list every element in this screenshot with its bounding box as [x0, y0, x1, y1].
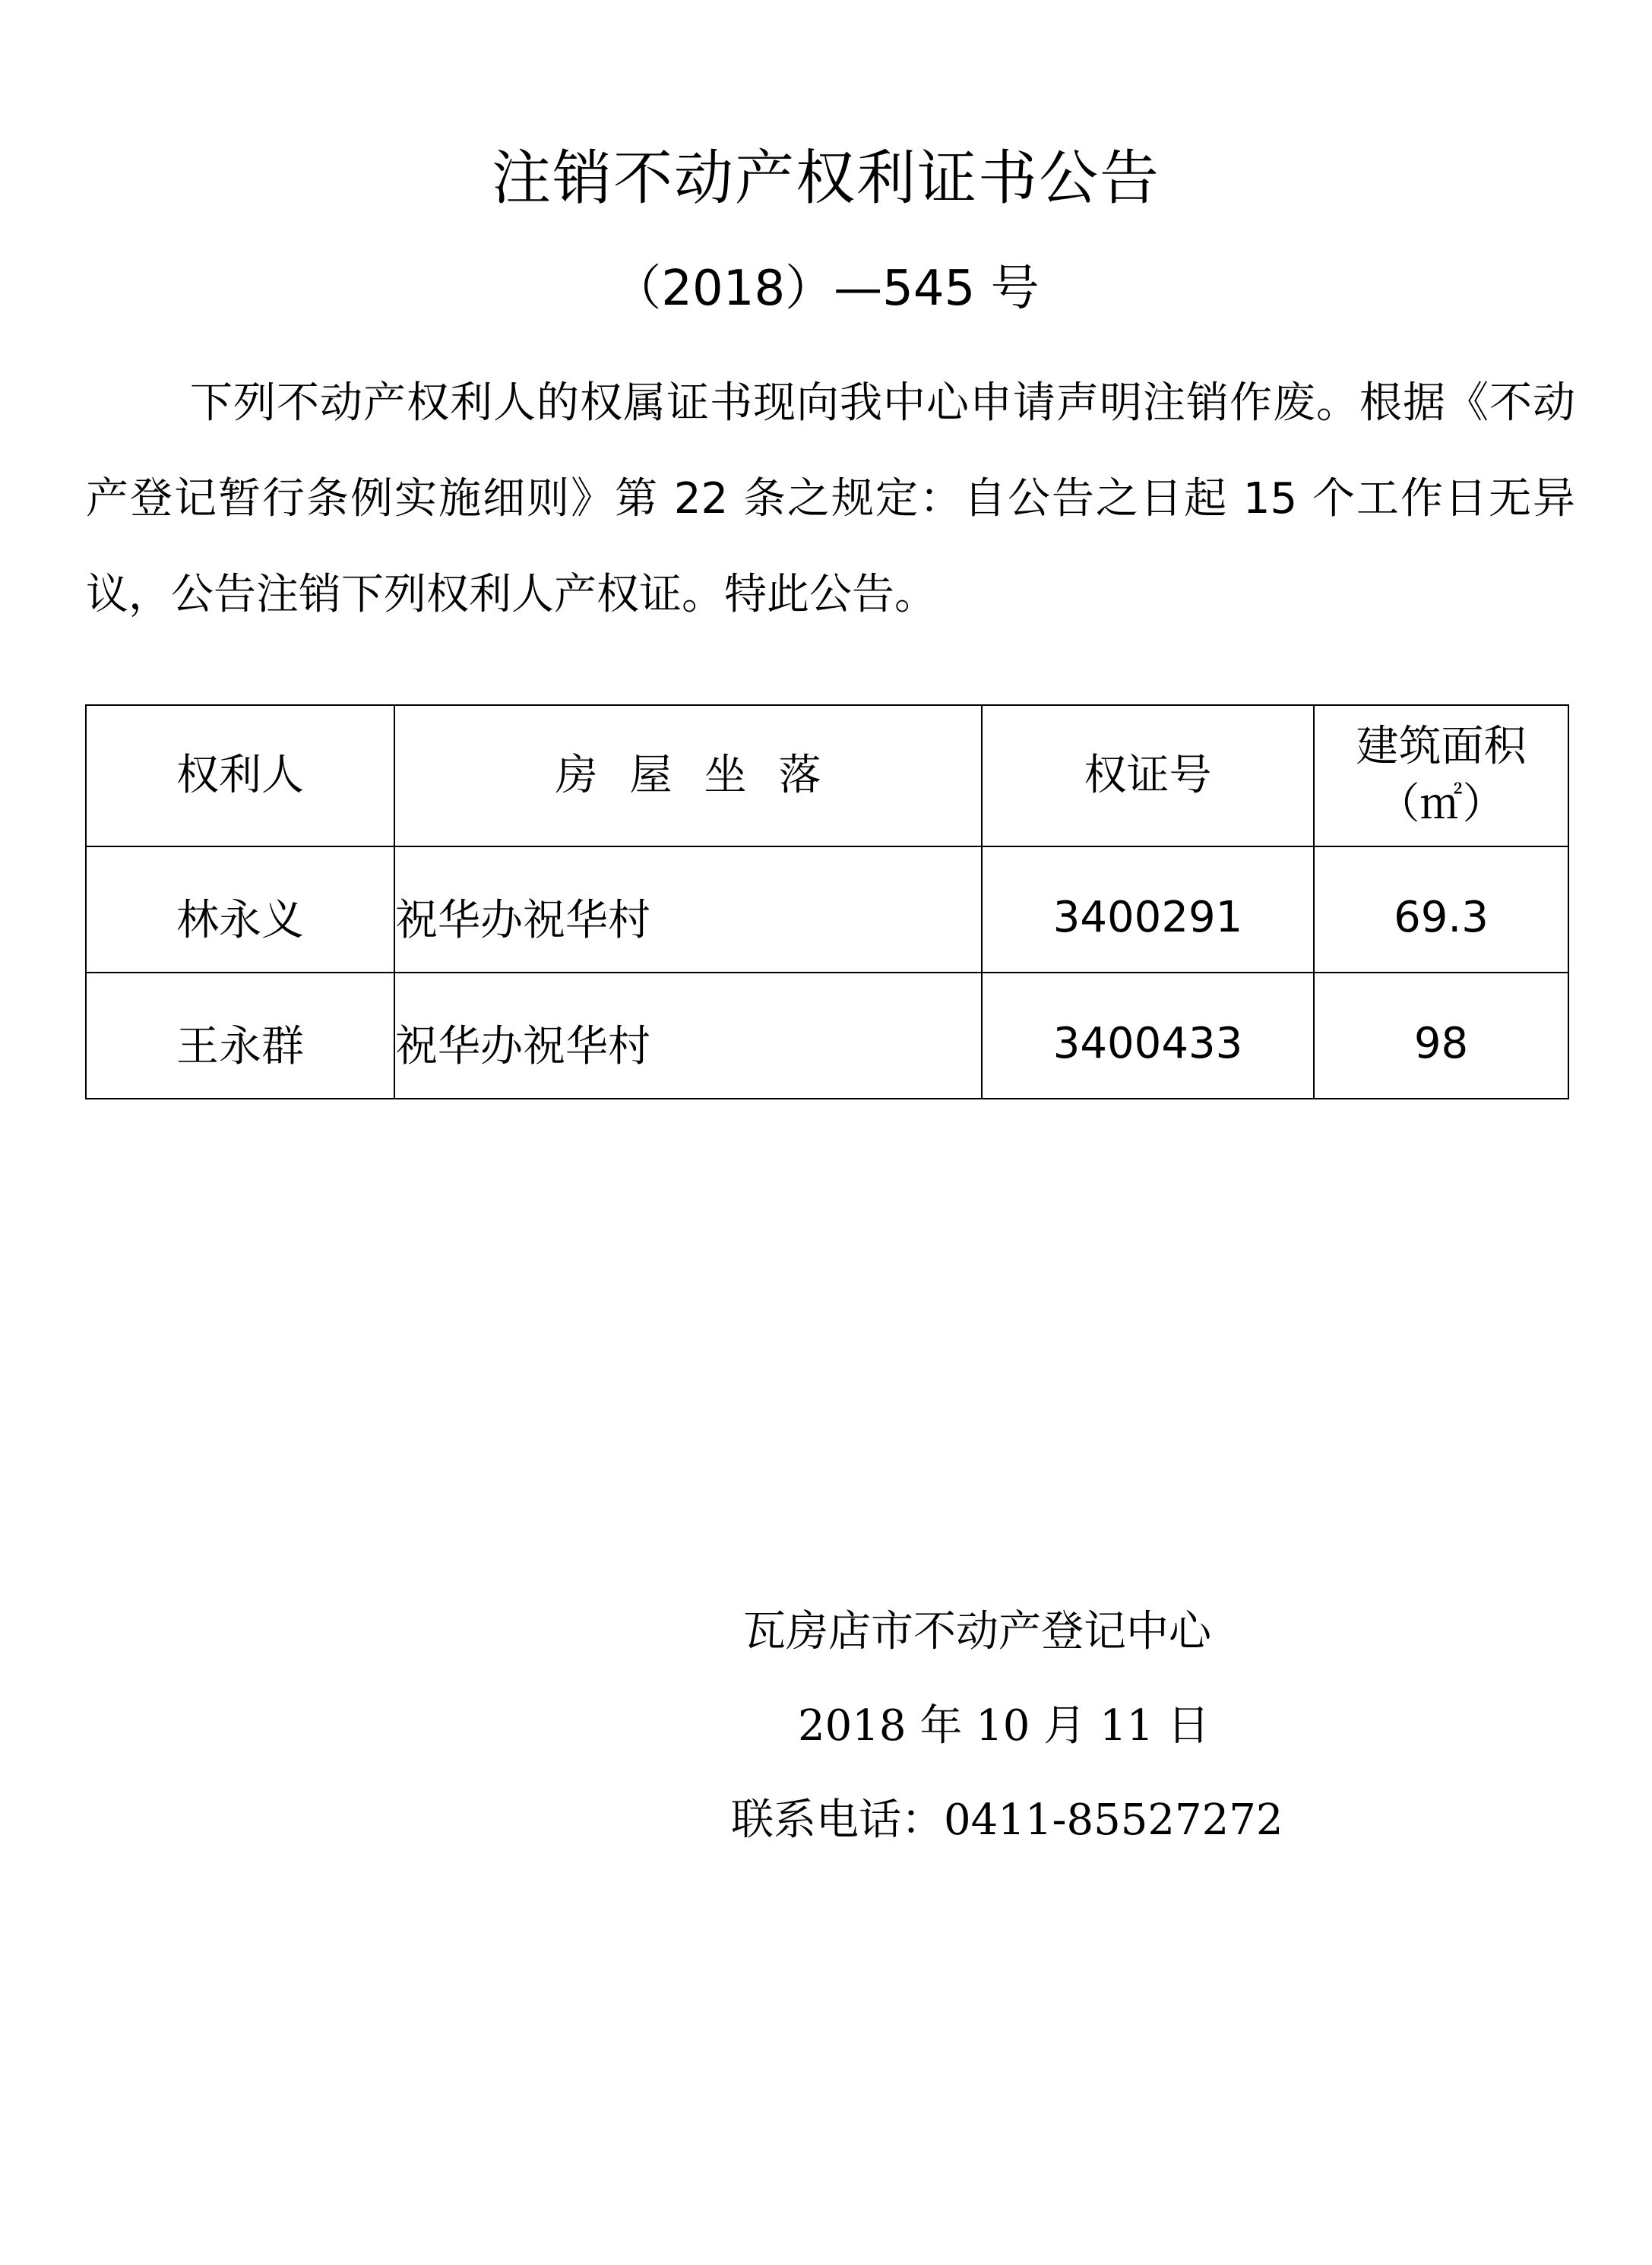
issuing-organization: 瓦房店市不动产登记中心 — [743, 1607, 1211, 1656]
header-cert-no: 权证号 — [982, 705, 1314, 846]
row-owner: 王永群 — [86, 973, 394, 1099]
contact-phone: 联系电话：0411-85527272 — [731, 1795, 1283, 1845]
header-location-label: 房屋坐落 — [555, 751, 853, 800]
row-owner: 林永义 — [86, 846, 394, 973]
row-area: 69.3 — [1314, 846, 1568, 973]
row-location: 祝华办祝华村 — [394, 846, 982, 973]
notice-number: （2018）—545 号 — [612, 261, 1040, 317]
table-row — [86, 846, 1568, 973]
row-cert-no: 3400291 — [982, 846, 1314, 973]
header-area-unit: （㎡） — [1377, 780, 1505, 829]
notice-body: 下列不动产权利人的权属证书现向我中心申请声明注销作废。根据《不动产登记暂行条例实施细则》第 22 条之规定：自公告之日起 15 个工作日无异议，公告注销下列权利人产权证。特此公告。 — [86, 378, 1576, 619]
table-row — [86, 973, 1568, 1099]
table-header-row — [86, 705, 1568, 846]
row-location: 祝华办祝华村 — [394, 973, 982, 1099]
header-location — [394, 705, 982, 846]
header-area-label: 建筑面积 — [1356, 722, 1527, 771]
header-area — [1314, 705, 1568, 846]
header-owner: 权利人 — [86, 705, 394, 846]
records-table — [85, 704, 1569, 1099]
row-area: 98 — [1314, 973, 1568, 1099]
issue-date: 2018 年 10 月 11 日 — [798, 1701, 1211, 1751]
notice-title: 注销不动产权利证书公告 — [491, 144, 1160, 213]
row-cert-no: 3400433 — [982, 973, 1314, 1099]
